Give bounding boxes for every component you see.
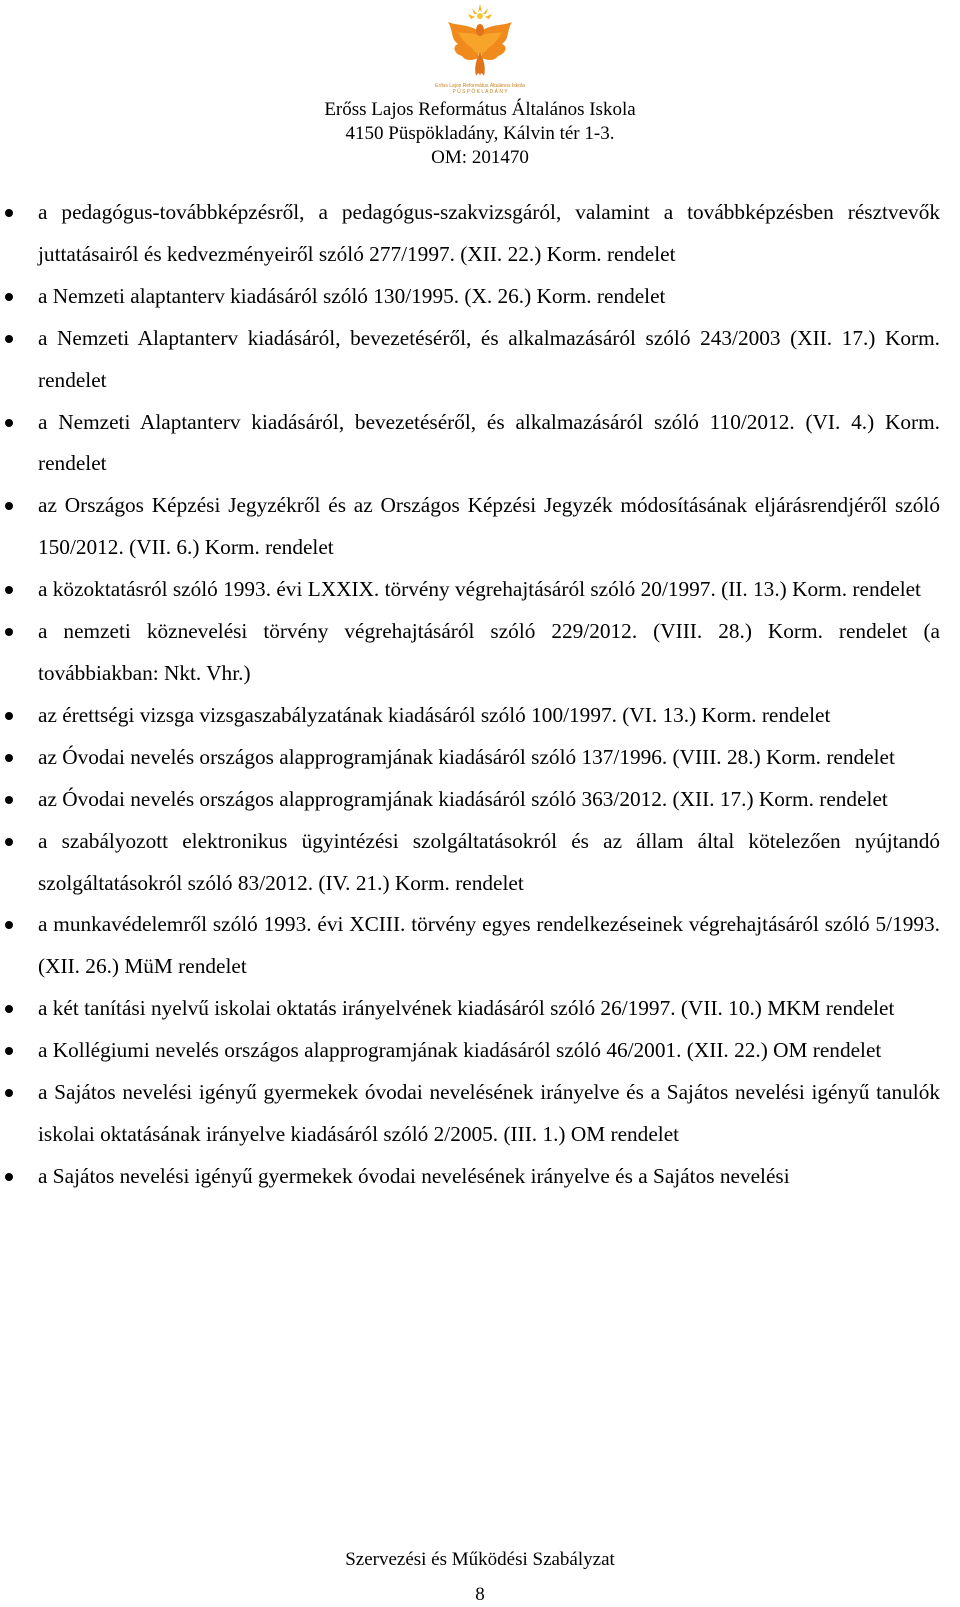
list-item bbox=[0, 569, 960, 611]
list-item bbox=[0, 988, 960, 1030]
list-item-text: a Nemzeti Alaptanterv kiadásáról, bevezetéséről, és alkalmazásáról szóló 110/2012. (VI. 4.) Korm. rendelet bbox=[38, 409, 940, 476]
list-item-text: a szabályozott elektronikus ügyintézési szolgáltatásokról és az állam által kötelezően nyújtandó szolgáltatásokról szóló 83/2012. (IV. 21.) Korm. rendelet bbox=[38, 828, 940, 895]
list-item-text: az Óvodai nevelés országos alapprogramjának kiadásáról szóló 363/2012. (XII. 17.) Korm. rendelet bbox=[38, 786, 888, 811]
list-item-text: a Kollégiumi nevelés országos alapprogramjának kiadásáról szóló 46/2001. (XII. 22.) OM rendelet bbox=[38, 1038, 882, 1063]
list-item-text: a munkavédelemről szóló 1993. évi XCIII. törvény egyes rendelkezéseinek végrehajtásáról szóló 5/1993. (XII. 26.) MüM rendelet bbox=[38, 912, 940, 979]
regulation-list bbox=[0, 192, 960, 1198]
bullet-icon bbox=[5, 754, 13, 762]
list-item-text: a pedagógus-továbbképzésről, a pedagógus-szakvizsgáról, valamint a továbbképzésben résztvevők juttatásairól és kedvezményeiről szóló 277/1997. (XII. 22.) Korm. rendelet bbox=[38, 200, 940, 266]
bullet-icon bbox=[5, 796, 13, 804]
bullet-icon bbox=[5, 1005, 13, 1013]
bullet-icon bbox=[5, 586, 13, 594]
bullet-icon bbox=[5, 1047, 13, 1055]
list-item-text: a nemzeti köznevelési törvény végrehajtásáról szóló 229/2012. (VIII. 28.) Korm. rendelet (a továbbiakban: Nkt. Vhr.) bbox=[38, 619, 940, 685]
bullet-icon bbox=[5, 838, 13, 846]
list-item-text: az érettségi vizsga vizsgaszabályzatának kiadásáról szóló 100/1997. (VI. 13.) Korm. rendelet bbox=[38, 702, 831, 727]
list-item bbox=[0, 485, 960, 569]
list-item bbox=[0, 1072, 960, 1156]
bullet-icon bbox=[5, 502, 13, 510]
list-item bbox=[0, 779, 960, 821]
list-item bbox=[0, 1156, 960, 1198]
list-item-text: a Sajátos nevelési igényű gyermekek óvodai nevelésének irányelve és a Sajátos nevelési bbox=[38, 1163, 790, 1188]
list-item-text: a két tanítási nyelvű iskolai oktatás irányelvének kiadásáról szóló 26/1997. (VII. 10.) MKM rendelet bbox=[38, 996, 895, 1021]
list-item bbox=[0, 821, 960, 905]
bullet-icon bbox=[5, 335, 13, 343]
list-item-text: a Nemzeti Alaptanterv kiadásáról, bevezetéséről, és alkalmazásáról szóló 243/2003 (XII. 17.) Korm. rendelet bbox=[38, 325, 940, 392]
logo-caption: Erőss Lajos Református Általános Iskola P Ü S P Ö K L A D Á N Y bbox=[435, 83, 525, 95]
school-address: 4150 Püspökladány, Kálvin tér 1-3. bbox=[345, 123, 615, 144]
bullet-icon bbox=[5, 293, 13, 301]
list-item bbox=[0, 695, 960, 737]
list-item-text: az Országos Képzési Jegyzékről és az Országos Képzési Jegyzék módosításának eljárásrendjéről szóló 150/2012. (VII. 6.) Korm. rendelet bbox=[38, 493, 940, 560]
list-item-text: a Nemzeti alaptanterv kiadásáról szóló 130/1995. (X. 26.) Korm. rendelet bbox=[38, 283, 666, 308]
bullet-icon bbox=[5, 419, 13, 427]
list-item bbox=[0, 192, 960, 276]
phoenix-logo-icon bbox=[440, 2, 520, 94]
school-name: Erőss Lajos Református Általános Iskola bbox=[324, 99, 636, 120]
list-item bbox=[0, 318, 960, 402]
footer-title: Szervezési és Működési Szabályzat bbox=[345, 1549, 615, 1570]
bullet-icon bbox=[5, 1173, 13, 1181]
bullet-icon bbox=[5, 209, 13, 217]
bullet-icon bbox=[5, 712, 13, 720]
list-item bbox=[0, 402, 960, 486]
school-om-number: OM: 201470 bbox=[431, 147, 529, 168]
bullet-icon bbox=[5, 1089, 13, 1097]
list-item-text: az Óvodai nevelés országos alapprogramjának kiadásáról szóló 137/1996. (VIII. 28.) Korm. rendelet bbox=[38, 744, 895, 769]
list-item bbox=[0, 737, 960, 779]
list-item-text: a Sajátos nevelési igényű gyermekek óvodai nevelésének irányelve és a Sajátos nevelési igényű tanulók iskolai oktatásának irányelve kiadásáról szóló 2/2005. (III. 1.) OM rendelet bbox=[38, 1080, 940, 1146]
list-item-text: a közoktatásról szóló 1993. évi LXXIX. törvény végrehajtásáról szóló 20/1997. (II. 13.) Korm. rendelet bbox=[38, 577, 921, 602]
list-item bbox=[0, 904, 960, 988]
page-number: 8 bbox=[475, 1584, 485, 1605]
list-item bbox=[0, 276, 960, 318]
list-item bbox=[0, 611, 960, 695]
bullet-icon bbox=[5, 921, 13, 929]
list-item bbox=[0, 1030, 960, 1072]
bullet-icon bbox=[5, 628, 13, 636]
